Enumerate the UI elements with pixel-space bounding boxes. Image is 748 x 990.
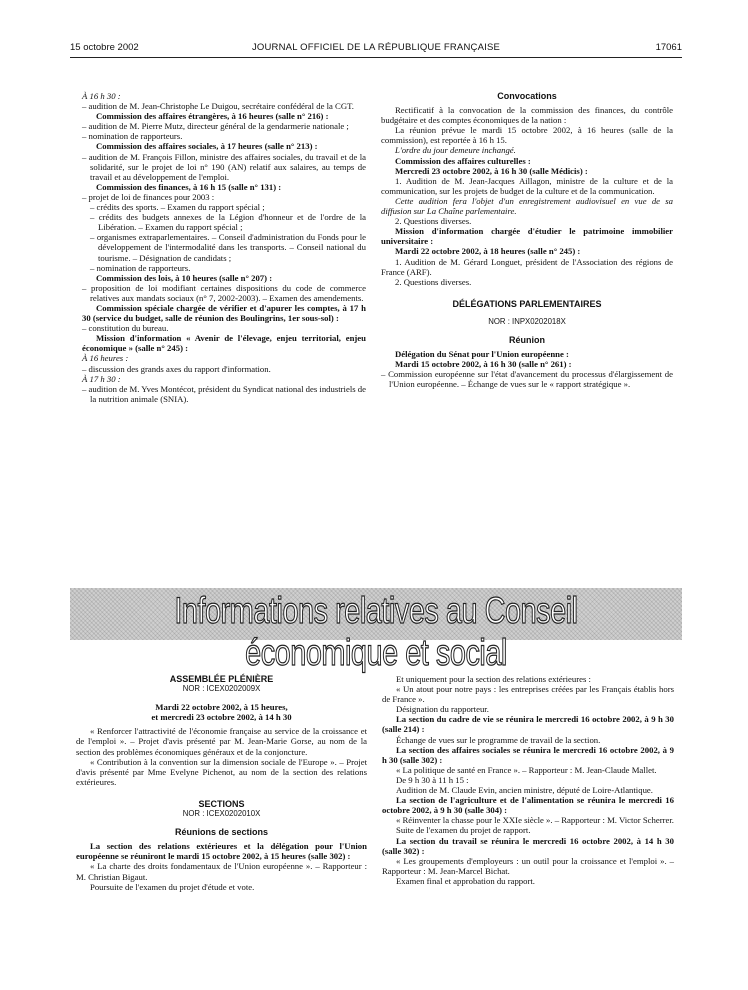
text-paragraph: – proposition de loi modifiant certaines dispositions du code de commerce relatives aux mandats sociaux (n° 7, 2002-2003). – Examen des amendements.: [82, 282, 366, 303]
text-paragraph: – Commission européenne sur l'état d'avancement du processus d'élargissement de l'Union européenne. – Échange de vues sur le « rapport stratégique ».: [381, 369, 673, 390]
text-paragraph: La section du cadre de vie se réunira le mercredi 16 octobre 2002, à 9 h 30 (salle 214) :: [382, 714, 674, 735]
text-paragraph: Commission des affaires culturelles :: [395, 155, 531, 166]
header-date: 15 octobre 2002: [70, 42, 139, 53]
text-paragraph: Audition de M. Claude Evin, ancien ministre, député de Loire-Atlantique.: [396, 785, 653, 796]
page-header: [70, 42, 682, 56]
spacer: [381, 309, 673, 317]
text-paragraph: « Un atout pour notre pays : les entreprises créées par les Français établis hors de France ».: [382, 684, 674, 705]
text-paragraph: Commission des lois, à 10 heures (salle n° 207) :: [96, 272, 273, 283]
text-paragraph: Mardi 22 octobre 2002, à 15 heures,: [155, 702, 288, 713]
nor-reference: NOR : ICEX0202010X: [182, 809, 261, 819]
text-paragraph: Rectificatif à la convocation de la commission des finances, du contrôle budgétaire et des comptes économiques de la nation :: [381, 105, 673, 126]
column-senate-commissions: [82, 91, 366, 404]
text-paragraph: – audition de M. François Fillon, ministre des affaires sociales, du travail et de la solidarité, sur le projet de loi n° 190 (AN) relatif aux salaires, au temps de travail et au développement de l'emploi.: [82, 151, 366, 182]
text-paragraph: Échange de vues sur le programme de travail de la section.: [396, 734, 601, 745]
text-paragraph: La section des affaires sociales se réunira le mercredi 16 octobre 2002, à 9 h 30 (salle 302) :: [382, 744, 674, 765]
text-paragraph: Et uniquement pour la section des relations extérieures :: [396, 674, 591, 684]
text-paragraph: « Contribution à la convention sur la dimension sociale de l'Europe ». – Projet d'avis présenté par Mme Evelyne Pichenot, au nom de la section des relations extérieures.: [76, 756, 367, 787]
text-paragraph: – audition de M. Pierre Mutz, directeur général de la gendarmerie nationale ;: [82, 121, 349, 132]
section-heading: Réunion: [509, 334, 545, 345]
text-paragraph: À 16 heures :: [82, 353, 129, 364]
text-paragraph: La réunion prévue le mardi 15 octobre 2002, à 16 heures (salle de la commission), est reportée à 16 h 15.: [381, 125, 673, 146]
text-paragraph: – discussion des grands axes du rapport d'information.: [82, 363, 271, 374]
text-paragraph: – crédits des sports. – Examen du rapport spécial ;: [90, 202, 265, 213]
text-paragraph: Délégation du Sénat pour l'Union européenne :: [395, 349, 569, 360]
section-heading: Convocations: [497, 91, 557, 101]
text-paragraph: « La charte des droits fondamentaux de l'Union européenne ». – Rapporteur : M. Christian Bigaut.: [76, 861, 367, 882]
nor-reference: NOR : INPX0202018X: [488, 316, 566, 326]
text-paragraph: Commission des finances, à 16 h 15 (salle n° 131) :: [96, 181, 282, 192]
column-plenary-assembly: [76, 674, 367, 892]
text-paragraph: La section du travail se réunira le mercredi 16 octobre 2002, à 14 h 30 (salle 302) :: [382, 835, 674, 856]
text-paragraph: Mission d'information « Avenir de l'élevage, enjeu territorial, enjeu économique » (salle n° 245) :: [82, 333, 366, 354]
banner-title: Informations relatives au Conseil économique et social: [174, 590, 578, 673]
text-paragraph: 2. Questions diverses.: [395, 276, 472, 287]
text-paragraph: Mardi 15 octobre 2002, à 16 h 30 (salle n° 261) :: [395, 359, 572, 370]
page-number: 17061: [655, 42, 682, 53]
spacer: [76, 819, 367, 827]
text-paragraph: – constitution du bureau.: [82, 323, 169, 334]
text-paragraph: 1. Audition de M. Jean-Jacques Aillagon, ministre de la culture et de la communication, sur les projets de budget de la culture et de la communication.: [381, 175, 673, 196]
text-paragraph: 1. Audition de M. Gérard Longuet, président de l'Association des régions de France (ARF).: [381, 256, 673, 277]
text-paragraph: Examen final et approbation du rapport.: [396, 875, 535, 886]
text-paragraph: La section des relations extérieures et la délégation pour l'Union européenne se réuniront le mardi 15 octobre 2002, à 15 heures (salle 302) :: [76, 841, 367, 862]
text-paragraph: Commission des affaires étrangères, à 16 heures (salle n° 216) :: [96, 111, 329, 122]
text-paragraph: « Renforcer l'attractivité de l'économie française au service de la croissance et de l'emploi ». – Projet d'avis présenté par M. Jean-Marie Gorse, au nom de la section des problèmes économiques généraux et de la conjoncture.: [76, 726, 367, 757]
text-paragraph: – audition de M. Yves Montécot, président du Syndicat national des industriels de la nutrition animale (SNIA).: [82, 383, 366, 404]
text-paragraph: – crédits des budgets annexes de la Légion d'honneur et de l'ordre de la Libération. – Examen du rapport spécial ;: [90, 212, 366, 233]
text-paragraph: « Les groupements d'employeurs : un outil pour la croissance et l'emploi ». – Rapporteur : M. Jean-Marcel Bichat.: [382, 855, 674, 876]
text-paragraph: – organismes extraparlementaires. – Conseil d'administration du Fonds pour le développement de l'intermodalité dans les transports. – Conseil national du tourisme. – Désignation de candidats ;: [90, 232, 366, 263]
text-paragraph: « La politique de santé en France ». – Rapporteur : M. Jean-Claude Mallet.: [396, 764, 657, 775]
journal-title: JOURNAL OFFICIEL DE LA RÉPUBLIQUE FRANÇAISE: [251, 42, 501, 53]
column-convocations: [381, 91, 673, 389]
text-paragraph: À 17 h 30 :: [82, 373, 121, 384]
column-section-meetings: [382, 674, 674, 886]
spacer: [76, 787, 367, 799]
section-heading: Réunions de sections: [174, 827, 269, 838]
header-rule: [70, 57, 682, 58]
text-paragraph: Mercredi 23 octobre 2002, à 16 h 30 (salle Médicis) :: [395, 165, 588, 176]
spacer: [76, 694, 367, 702]
text-paragraph: – nomination de rapporteurs.: [82, 131, 183, 142]
text-paragraph: et mercredi 23 octobre 2002, à 14 h 30: [151, 712, 292, 723]
text-paragraph: – nomination de rapporteurs.: [90, 262, 191, 273]
text-paragraph: Désignation du rapporteur.: [396, 704, 489, 715]
spacer: [381, 327, 673, 335]
text-paragraph: « Réinventer la chasse pour le XXIe siècle ». – Rapporteur : M. Victor Scherrer.: [396, 815, 674, 826]
text-paragraph: La section de l'agriculture et de l'alimentation se réunira le mercredi 16 octobre 2002, à 9 h 30 (salle 304) :: [382, 795, 674, 816]
section-banner: [70, 588, 682, 673]
text-paragraph: – audition de M. Jean-Christophe Le Duigou, secrétaire confédéral de la CGT.: [82, 101, 354, 112]
section-heading: DÉLÉGATIONS PARLEMENTAIRES: [452, 298, 602, 309]
section-heading: ASSEMBLÉE PLÉNIÈRE: [169, 674, 274, 684]
text-paragraph: De 9 h 30 à 11 h 15 :: [396, 774, 469, 785]
text-paragraph: Poursuite de l'examen du projet d'étude et vote.: [90, 881, 255, 892]
nor-reference: NOR : ICEX0202009X: [182, 684, 261, 694]
section-heading: SECTIONS: [198, 798, 245, 809]
text-paragraph: 2. Questions diverses.: [395, 216, 472, 227]
text-paragraph: Commission spéciale chargée de vérifier et d'apurer les comptes, à 17 h 30 (service du budget, salle de réunion des Boulingrins, 1er sous-sol) :: [82, 302, 366, 324]
text-paragraph: Suite de l'examen du projet de rapport.: [396, 825, 531, 836]
text-paragraph: Cette audition fera l'objet d'un enregistrement audiovisuel en vue de sa diffusion sur La Chaîne parlementaire.: [381, 195, 673, 217]
text-paragraph: L'ordre du jour demeure inchangé.: [395, 145, 516, 156]
spacer: [381, 287, 673, 299]
text-paragraph: Commission des affaires sociales, à 17 heures (salle n° 213) :: [96, 141, 318, 152]
text-paragraph: À 16 h 30 :: [82, 91, 121, 101]
text-paragraph: Mardi 22 octobre 2002, à 18 heures (salle n° 245) :: [395, 246, 581, 257]
text-paragraph: Mission d'information chargée d'étudier le patrimoine immobilier universitaire :: [381, 226, 673, 247]
text-paragraph: – projet de loi de finances pour 2003 :: [82, 191, 215, 202]
